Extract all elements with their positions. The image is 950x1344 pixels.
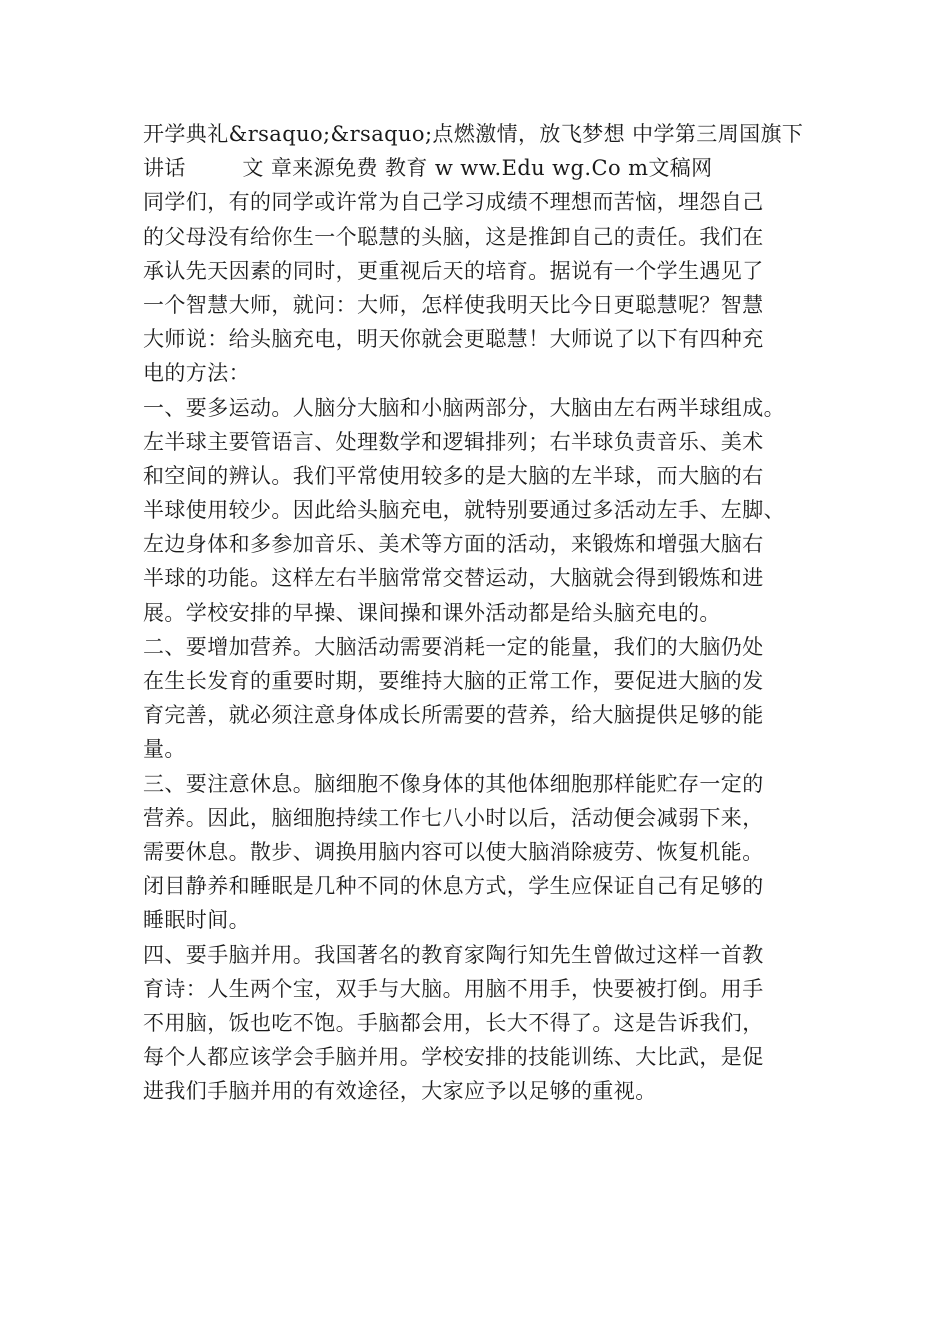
text-line: 左边身体和多参加音乐、美术等方面的活动，来锻炼和增强大脑右 [143,532,764,557]
text-line: 进我们手脑并用的有效途径，大家应予以足够的重视。 [143,1079,657,1104]
text-line: 育诗：人生两个宝，双手与大脑。用脑不用手，快要被打倒。用手 [143,976,764,1001]
text-line: 不用脑，饭也吃不饱。手脑都会用，长大不得了。这是告诉我们， [143,1010,764,1035]
text-line: 承认先天因素的同时，更重视后天的培育。据说有一个学生遇见了 [143,258,764,283]
text-line: 四、要手脑并用。我国著名的教育家陶行知先生曾做过这样一首教 [143,942,764,967]
document-body [143,117,818,1108]
text-line: 睡眠时间。 [143,908,250,933]
text-line: 每个人都应该学会手脑并用。学校安排的技能训练、大比武，是促 [143,1045,764,1070]
text-line: 左半球主要管语言、处理数学和逻辑排列；右半球负责音乐、美术 [143,429,764,454]
text-line: 三、要注意休息。脑细胞不像身体的其他体细胞那样能贮存一定的 [143,771,764,796]
text-line: 二、要增加营养。大脑活动需要消耗一定的能量，我们的大脑仍处 [143,634,764,659]
text-line: 和空间的辨认。我们平常使用较多的是大脑的左半球，而大脑的右 [143,463,764,488]
text-line: 展。学校安排的早操、课间操和课外活动都是给头脑充电的。 [143,600,721,625]
text-line: 在生长发育的重要时期，要维持大脑的正常工作，要促进大脑的发 [143,669,764,693]
text-line: 半球的功能。这样左右半脑常常交替运动，大脑就会得到锻炼和进 [143,566,764,591]
text-line: 量。 [143,737,186,762]
text-line: 营养。因此，脑细胞持续工作七八小时以后，活动便会减弱下来， [143,805,764,830]
text-line: 闭目静养和睡眠是几种不同的休息方式，学生应保证自己有足够的 [143,874,764,899]
text-line: 需要休息。散步、调换用脑内容可以使大脑消除疲劳、恢复机能。 [143,839,764,864]
text-line: 的父母没有给你生一个聪慧的头脑，这是推卸自己的责任。我们在 [143,224,764,249]
header-line-2: 讲话 文 章来源免费 教育 w ww.Edu wg.Co m文稿网 [143,156,713,181]
text-line: 一、要多运动。人脑分大脑和小脑两部分，大脑由左右两半球组成。 [143,395,785,420]
header-line-1: 开学典礼&rsaquo;&rsaquo;点燃激情，放飞梦想 中学第三周国旗下 [143,122,804,146]
text-line: 育完善，就必须注意身体成长所需要的营养，给大脑提供足够的能 [143,703,764,728]
text-line: 电的方法： [143,361,250,386]
text-line: 同学们，有的同学或许常为自己学习成绩不理想而苦恼，埋怨自己 [143,190,764,215]
text-line: 大师说：给头脑充电，明天你就会更聪慧！大师说了以下有四种充 [143,327,764,352]
text-line: 一个智慧大师，就问：大师，怎样使我明天比今日更聪慧呢？智慧 [143,292,764,317]
text-line: 半球使用较少。因此给头脑充电，就特别要通过多活动左手、左脚、 [143,498,785,523]
